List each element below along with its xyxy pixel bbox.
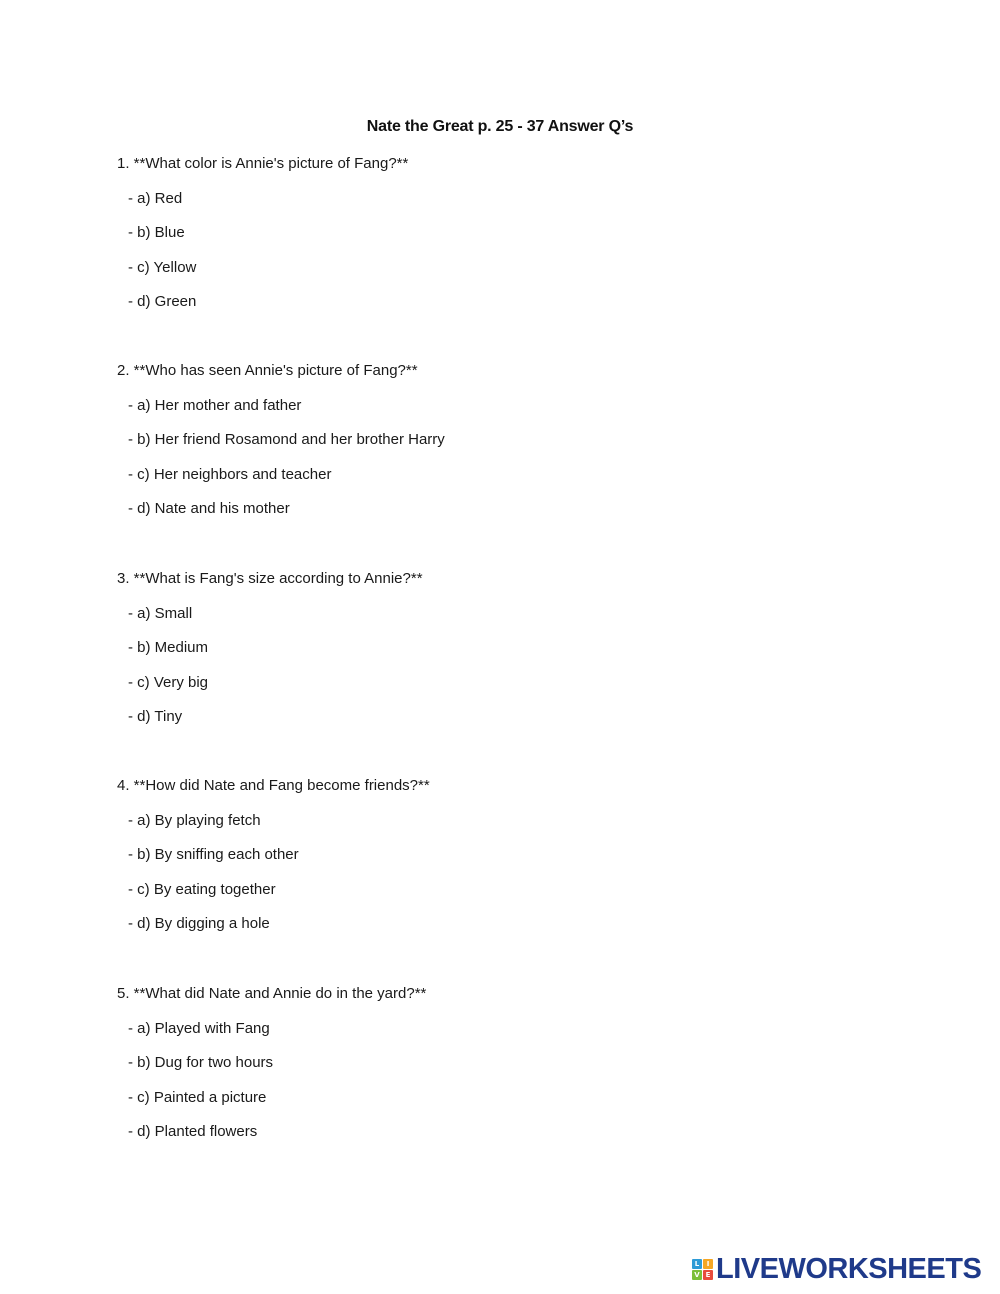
question-3 — [117, 570, 917, 743]
option-c: - c) Painted a picture — [128, 1088, 267, 1106]
option-d: - d) Planted flowers — [128, 1123, 258, 1141]
question-1 — [117, 155, 917, 328]
option-c: - c) By eating together — [128, 880, 276, 898]
question-text: 2. **Who has seen Annie's picture of Fang?** — [117, 362, 418, 379]
option-b: - b) Medium — [128, 639, 209, 657]
option-a: - a) Played with Fang — [128, 1019, 270, 1037]
question-2 — [117, 362, 917, 535]
option-c: - c) Her neighbors and teacher — [128, 465, 332, 483]
page-title: Nate the Great p. 25 - 37 Answer Q’s — [366, 118, 634, 135]
logo-block: L — [692, 1259, 702, 1269]
option-d: - d) Green — [128, 293, 197, 311]
question-text: 3. **What is Fang's size according to Annie?** — [117, 570, 423, 587]
option-b: - b) Her friend Rosamond and her brother Harry — [128, 431, 445, 449]
option-a: - a) Red — [128, 189, 183, 207]
option-d: - d) Tiny — [128, 708, 183, 726]
option-a: - a) Her mother and father — [128, 396, 302, 414]
question-text: 4. **How did Nate and Fang become friends?** — [117, 777, 430, 794]
option-c: - c) Yellow — [128, 258, 197, 276]
question-4 — [117, 777, 917, 950]
logo-block: V — [692, 1270, 702, 1280]
option-b: - b) By sniffing each other — [128, 846, 299, 864]
option-b: - b) Dug for two hours — [128, 1054, 274, 1072]
option-a: - a) By playing fetch — [128, 811, 261, 829]
question-text: 5. **What did Nate and Annie do in the yard?** — [117, 985, 427, 1002]
option-b: - b) Blue — [128, 224, 185, 242]
logo-block: E — [703, 1270, 713, 1280]
option-d: - d) Nate and his mother — [128, 500, 290, 518]
question-text: 1. **What color is Annie's picture of Fang?** — [117, 155, 409, 172]
logo-blocks-icon — [692, 1259, 713, 1280]
option-c: - c) Very big — [128, 673, 209, 691]
question-5 — [117, 985, 917, 1158]
option-d: - d) By digging a hole — [128, 915, 270, 933]
option-a: - a) Small — [128, 604, 193, 622]
brand-wordmark: LIVEWORKSHEETS — [716, 1253, 982, 1285]
logo-block: I — [703, 1259, 713, 1269]
liveworksheets-logo[interactable] — [692, 1254, 981, 1284]
